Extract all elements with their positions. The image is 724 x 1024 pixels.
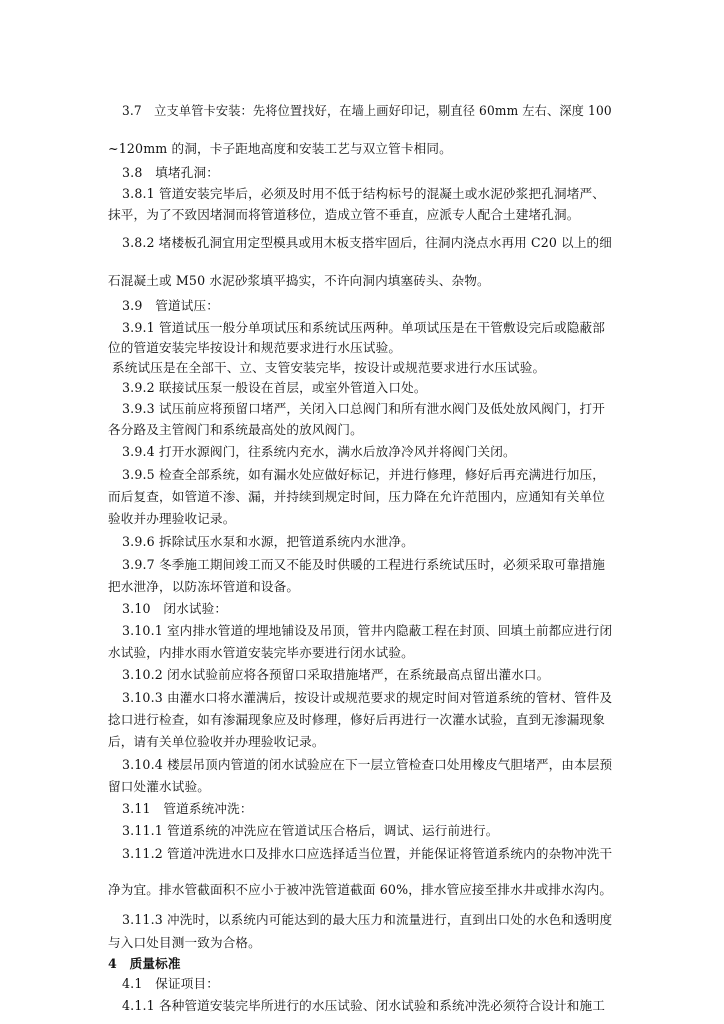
text-line: 抹平，为了不致因堵洞而将管道移位，造成立管不垂直，应派专人配合土建堵孔洞。 (108, 207, 580, 222)
text-line: 3.11.3 冲洗时，以系统内可能达到的最大压力和流量进行，直到出口处的水色和透明度 (122, 912, 613, 927)
text-line: ~120mm 的洞，卡子距地高度和安装工艺与双立管卡相同。 (108, 141, 452, 156)
text-line: 净为宜。排水管截面积不应小于被冲洗管道截面 60%，排水管应接至排水井或排水沟内。 (108, 882, 613, 897)
text-line: 石混凝土或 M50 水泥砂浆填平捣实，不许向洞内填塞砖头、杂物。 (108, 273, 490, 288)
text-line: 3.10.4 楼层吊顶内管道的闭水试验应在下一层立管检查口处用橡皮气胆堵严，由本层预 (122, 757, 613, 772)
text-line: 3.11.2 管道冲洗进水口及排水口应选择适当位置，并能保证将管道系统内的杂物冲洗干 (122, 846, 613, 861)
text-line: 3.9.5 检查全部系统，如有漏水处应做好标记，并进行修理，修好后再充满进行加压， (122, 467, 605, 482)
text-line: 3.9.6 拆除试压水泵和水源，把管道系统内水泄净。 (122, 534, 414, 549)
text-line: 水试验，内排水雨水管道安装完毕亦要进行闭水试验。 (108, 645, 414, 660)
section-heading: 3.10 闭水试验： (122, 601, 228, 616)
text-line: 3.9.4 打开水源阀门，往系统内充水，满水后放净冷风并将阀门关闭。 (122, 444, 516, 459)
text-line: 系统试压是在全部干、立、支管安装完毕，按设计或规范要求进行水压试验。 (112, 360, 546, 375)
text-line: 3.10.3 由灌水口将水灌满后，按设计或规范要求的规定时间对管道系统的管材、管件及 (122, 690, 613, 705)
text-line: 把水泄净，以防冻坏管道和设备。 (108, 579, 300, 594)
section-heading: 3.8 填堵孔洞： (122, 165, 219, 180)
text-line: 位的管道安装完毕按设计和规范要求进行水压试验。 (108, 340, 402, 355)
chapter-heading: 4 质量标准 (108, 956, 181, 971)
text-line: 留口处灌水试验。 (108, 779, 210, 794)
section-heading: 3.9 管道试压： (122, 298, 219, 313)
text-line: 3.9.1 管道试压一般分单项试压和系统试压两种。单项试压是在干管敷设完后或隐蔽部 (122, 320, 605, 335)
text-line: 后，请有关单位验收并办理验收记录。 (108, 734, 325, 749)
text-line: 与入口处目测一致为合格。 (108, 935, 261, 950)
section-heading: 3.11 管道系统冲洗： (122, 801, 253, 816)
text-line: 3.11.1 管道系统的冲洗应在管道试压合格后，调试、运行前进行。 (122, 823, 499, 838)
text-line: 3.9.3 试压前应将预留口堵严，关闭入口总阀门和所有泄水阀门及低处放风阀门，打开 (122, 401, 605, 416)
text-line: 3.8.1 管道安装完毕后，必须及时用不低于结构标号的混凝土或水泥砂浆把孔洞堵严、 (122, 186, 605, 201)
section-heading: 4.1 保证项目： (122, 976, 219, 991)
text-line: 3.10.2 闭水试验前应将各预留口采取措施堵严，在系统最高点留出灌水口。 (122, 667, 550, 682)
text-line: 而后复查，如管道不渗、漏，并持续到规定时间，压力降在允许范围内，应通知有关单位 (108, 489, 606, 504)
text-line: 3.9.7 冬季施工期间竣工而又不能及时供暖的工程进行系统试压时，必须采取可靠措施 (122, 557, 605, 572)
text-line: 3.10.1 室内排水管道的埋地铺设及吊顶，管井内隐蔽工程在封顶、回填土前都应进行闭 (122, 623, 613, 638)
text-line: 验收并办理验收记录。 (108, 511, 236, 526)
text-line: 4.1.1 各种管道安装完毕所进行的水压试验、闭水试验和系统冲洗必须符合设计和施工 (122, 998, 605, 1013)
text-line: 各分路及主管阀门和系统最高处的放风阀门。 (108, 422, 363, 437)
text-line: 3.9.2 联接试压泵一般设在首层，或室外管道入口处。 (122, 380, 427, 395)
text-line: 3.7 立支单管卡安装：先将位置找好，在墙上画好印记，剔直径 60mm 左右、深度 100 (122, 103, 612, 118)
text-line: 捻口进行检查，如有渗漏现象应及时修理，修好后再进行一次灌水试验，直到无渗漏现象 (108, 712, 606, 727)
text-line: 3.8.2 堵楼板孔洞宜用定型模具或用木板支搭牢固后，往洞内浇点水再用 C20 以上的细 (122, 235, 612, 250)
